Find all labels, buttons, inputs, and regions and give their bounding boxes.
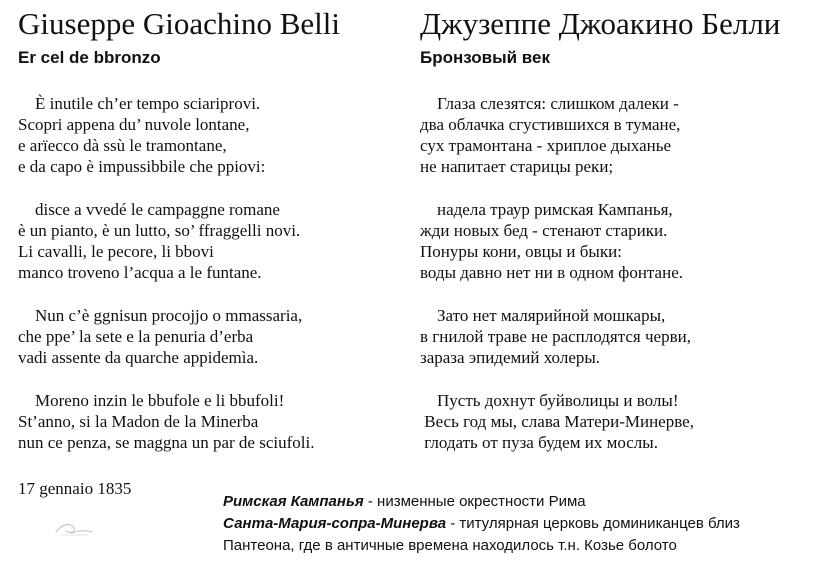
poem-line: Nun c’è ggnisun procojjo o mmassaria, [18, 306, 303, 325]
footnote-term: Санта-Мария-сопра-Минерва [223, 515, 447, 532]
poem-line: nun ce penza, se maggna un par de sciufoli. [18, 433, 315, 452]
footnote-minerva [223, 513, 823, 535]
poem-line: e da capo è impussibbile che ppiovi: [18, 157, 266, 176]
author-name-russian: Джузеппе Джоакино Белли [420, 6, 781, 41]
footnote-text: Пантеона, где в античные времена находилось т.н. Козье болото [223, 537, 677, 554]
footnote-pantheon [223, 535, 823, 557]
poem-line: надела траур римская Кампанья, [420, 200, 673, 219]
signature-mark [52, 518, 96, 540]
stanza-russian-3 [420, 305, 691, 368]
stanza-russian-1 [420, 93, 680, 177]
poem-line: disce a vvedé le campaggne romane [18, 200, 280, 219]
poem-title-italian: Er cel de bbronzo [18, 48, 161, 67]
stanza-italian-1 [18, 93, 265, 177]
poem-line: manco troveno l’acqua a le funtane. [18, 263, 262, 282]
poem-line: che ppe’ la sete e la penuria d’erba [18, 327, 254, 346]
poem-line: Пусть дохнут буйволицы и волы! [420, 391, 679, 410]
poem-line: Понуры кони, овцы и быки: [420, 242, 622, 261]
stanza-russian-4 [420, 390, 694, 453]
poem-line: зараза эпидемий холеры. [420, 348, 601, 367]
stanza-russian-2 [420, 199, 683, 283]
poem-line: Scopri appena du’ nuvole lontane, [18, 115, 250, 134]
footnotes [223, 491, 823, 557]
poem-line: в гнилой траве не расплодятся черви, [420, 327, 691, 346]
poem-line: St’anno, si la Madon de la Minerba [18, 412, 259, 431]
poem-line: воды давно нет ни в одном фонтане. [420, 263, 683, 282]
footnote-campagna [223, 491, 823, 513]
poem-line: не напитает старицы реки; [420, 157, 614, 176]
poem-line: сух трамонтана - хриплое дыханье [420, 136, 672, 155]
stanza-italian-4 [18, 390, 314, 453]
author-name-italian: Giuseppe Gioachino Belli [18, 6, 340, 41]
poem-line: Глаза слезятся: слишком далеки - [420, 94, 679, 113]
poem-date: 17 gennaio 1835 [18, 479, 132, 498]
poem-title-russian: Бронзовый век [420, 48, 550, 67]
poem-line: Весь год мы, слава Матери-Минерве, [420, 412, 694, 431]
poem-line: Li cavalli, le pecore, li bbovi [18, 242, 214, 261]
poem-line: vadi assente da quarche appidemìa. [18, 348, 259, 367]
poem-line: È inutile ch’er tempo sciariprovi. [18, 94, 261, 113]
poem-line: e arïecco dà ssù le tramontane, [18, 136, 227, 155]
footnote-text: - титулярная церковь доминиканцев близ [446, 515, 740, 532]
poem-line: Moreno inzin le bbufole e li bbufoli! [18, 391, 285, 410]
poem-line: жди новых бед - стенают старики. [420, 221, 668, 240]
footnote-term: Римская Кампанья [223, 493, 364, 510]
footnote-text: - низменные окрестности Рима [363, 493, 586, 510]
stanza-italian-3 [18, 305, 302, 368]
stanza-italian-2 [18, 199, 300, 283]
poem-line: два облачка сгустившихся в тумане, [420, 115, 681, 134]
poem-line: глодать от пуза будем их мослы. [420, 433, 658, 452]
poem-line: Зато нет малярийной мошкары, [420, 306, 666, 325]
poem-line: è un pianto, è un lutto, so’ ffraggelli novi. [18, 221, 301, 240]
